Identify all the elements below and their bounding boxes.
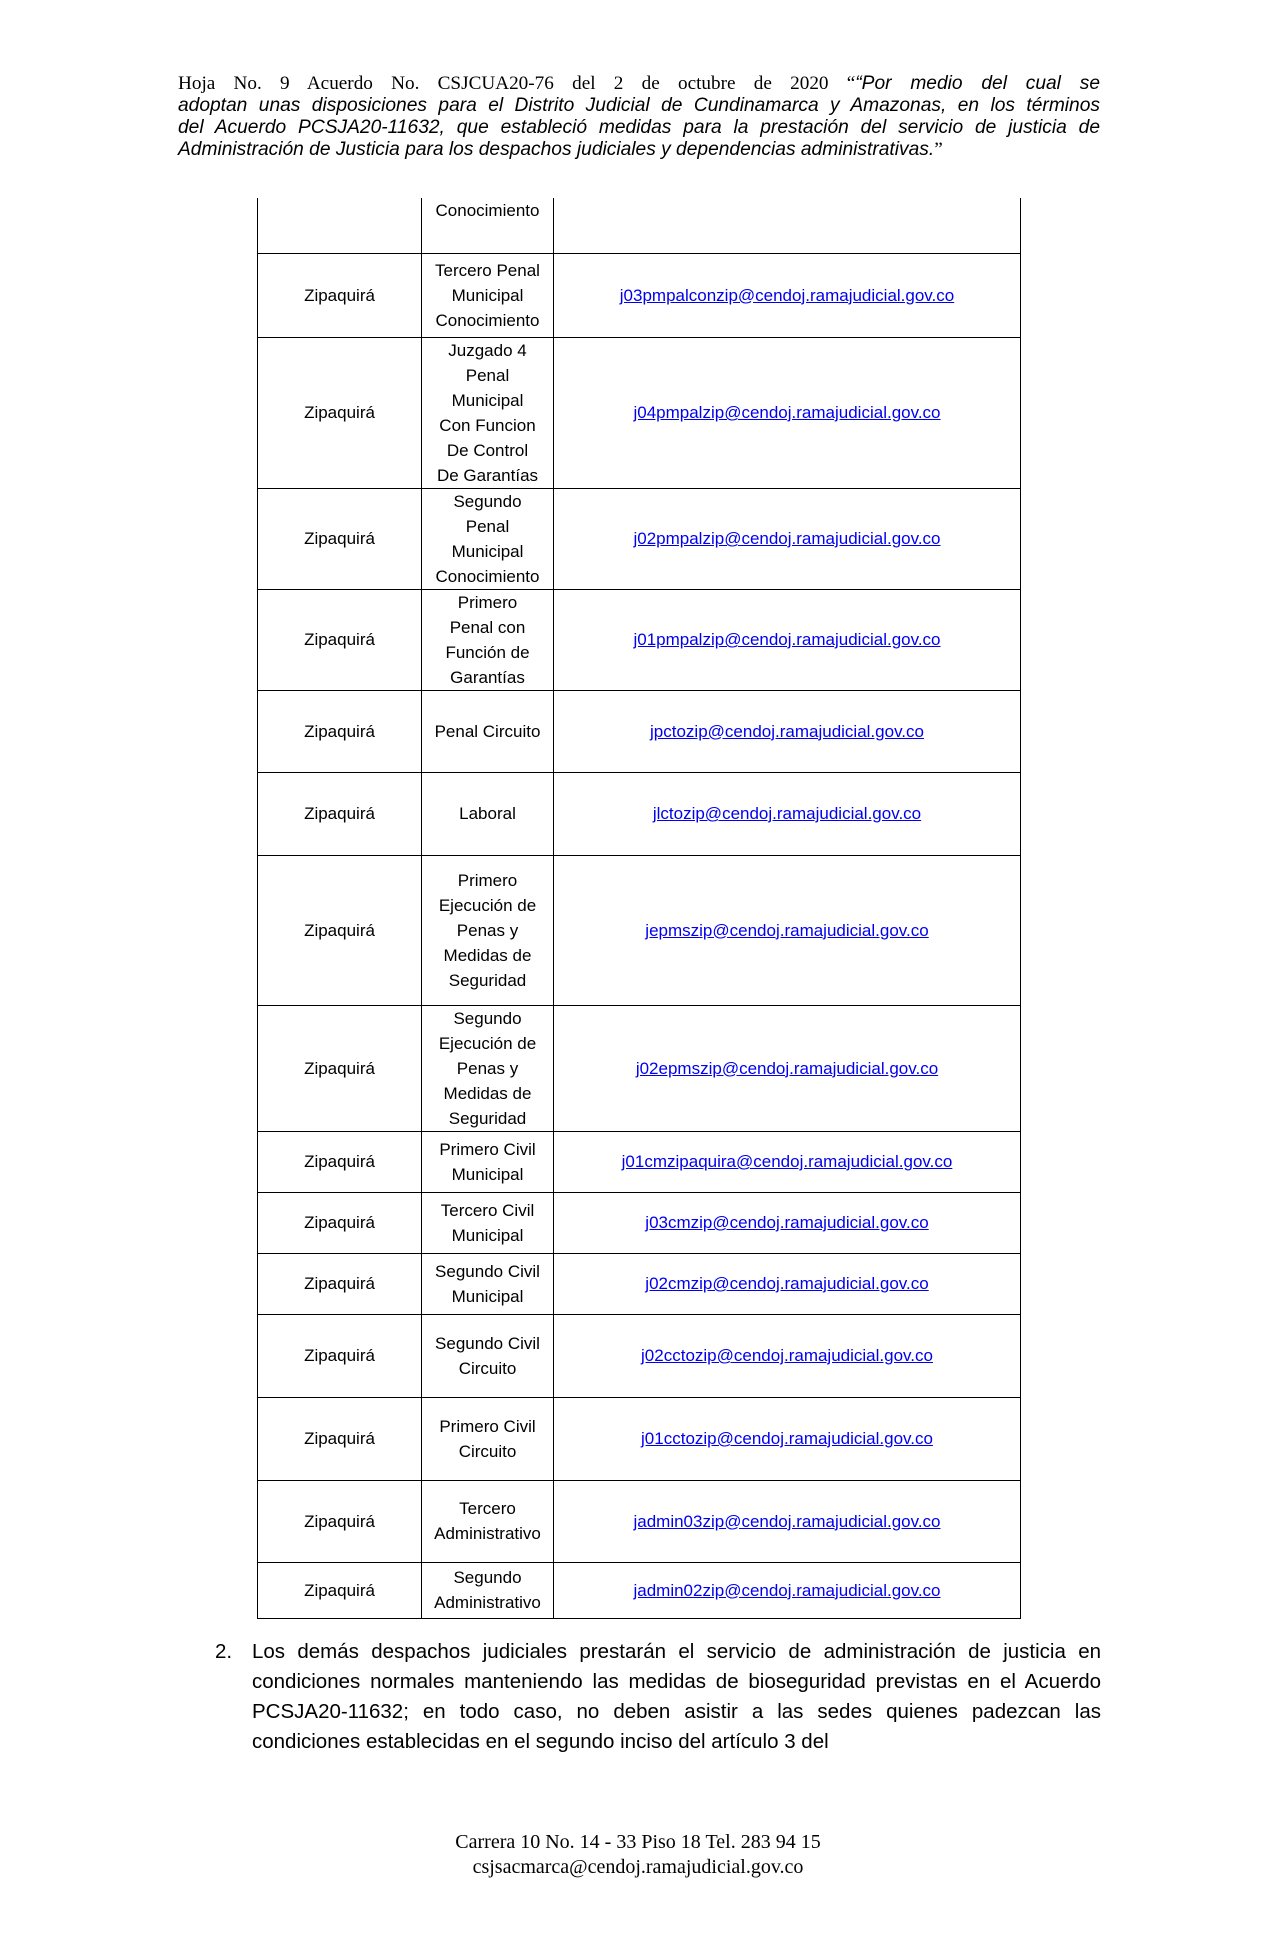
page-header (178, 73, 1100, 161)
table-row (258, 589, 1021, 690)
email-link[interactable]: jadmin02zip@cendoj.ramajudicial.gov.co (633, 1580, 941, 1600)
header-line (178, 117, 1100, 139)
court-name-line: Segundo (453, 491, 522, 511)
court-name-line: De Control (446, 440, 529, 460)
city-cell: Zipaquirá (258, 1480, 422, 1562)
court-name-line: Seguridad (448, 970, 527, 990)
email-cell (554, 488, 1021, 589)
court-cell (422, 488, 554, 589)
email-link[interactable]: j02cmzip@cendoj.ramajudicial.gov.co (645, 1274, 929, 1293)
courts-table (257, 198, 1021, 1619)
footer-address: Carrera 10 No. 14 - 33 Piso 18 Tel. 283 94 15 (455, 1831, 821, 1853)
city-cell: Zipaquirá (258, 589, 422, 690)
court-name-line: Municipal (451, 1225, 524, 1245)
court-name-line: Penal Circuito (434, 721, 541, 741)
court-cell (422, 337, 554, 488)
table-row (258, 1562, 1021, 1618)
court-name-line: Conocimiento (435, 566, 540, 586)
court-name-line: Municipal (451, 1164, 524, 1184)
city-cell: Zipaquirá (258, 1253, 422, 1314)
email-link[interactable]: j02pmpalzip@cendoj.ramajudicial.gov.co (633, 529, 941, 548)
court-name-line: De Garantías (436, 465, 539, 485)
court-cell (422, 1562, 554, 1618)
email-cell (554, 1253, 1021, 1314)
header-line (178, 73, 1100, 95)
court-name-line: Función de (445, 642, 530, 662)
court-name-line: Penal (465, 516, 510, 536)
court-name-line: Municipal (451, 390, 524, 410)
email-cell (554, 1005, 1021, 1131)
city-cell: Zipaquirá (258, 1005, 422, 1131)
table-row (258, 198, 1021, 253)
email-cell (554, 690, 1021, 772)
city-cell: Zipaquirá (258, 488, 422, 589)
email-link[interactable]: j02epmszip@cendoj.ramajudicial.gov.co (635, 1058, 939, 1078)
court-cell (422, 772, 554, 855)
footer-email: csjsacmarca@cendoj.ramajudicial.gov.co (472, 1856, 804, 1878)
email-link[interactable]: j03cmzip@cendoj.ramajudicial.gov.co (645, 1213, 929, 1232)
email-cell (554, 1192, 1021, 1253)
city-cell: Zipaquirá (258, 1192, 422, 1253)
paragraph-number: 2. (215, 1640, 233, 1663)
city-cell: Zipaquirá (258, 855, 422, 1005)
court-name-line: Garantías (450, 667, 525, 687)
email-cell (554, 1131, 1021, 1192)
email-cell (554, 198, 1021, 253)
table-row (258, 855, 1021, 1005)
court-cell (422, 1480, 554, 1562)
court-cell (422, 1131, 554, 1192)
email-link[interactable]: jlctozip@cendoj.ramajudicial.gov.co (652, 804, 922, 823)
court-name-line: Primero (457, 870, 518, 890)
email-link[interactable]: jepmszip@cendoj.ramajudicial.gov.co (645, 920, 929, 940)
email-cell (554, 855, 1021, 1005)
email-cell (554, 253, 1021, 337)
page-footer (0, 1830, 1276, 1880)
email-link[interactable]: jpctozip@cendoj.ramajudicial.gov.co (650, 721, 924, 741)
header-line (178, 139, 1100, 161)
court-cell (422, 855, 554, 1005)
city-cell: Zipaquirá (258, 1131, 422, 1192)
email-cell (554, 1314, 1021, 1397)
table-row (258, 1131, 1021, 1192)
court-name-line: Municipal (451, 541, 524, 561)
city-cell: Zipaquirá (258, 1562, 422, 1618)
court-name-line: Penal con (449, 617, 526, 637)
table-row (258, 1397, 1021, 1480)
header-title-fragment: adoptan unas disposiciones para el Distrito Judicial de Cundinamarca y Amazonas, en los términos (178, 95, 1100, 116)
table-row (258, 1253, 1021, 1314)
paragraph-text: Los demás despachos judiciales prestarán el servicio de administración de justicia en condiciones normales manteniendo las medidas de bioseguridad previstas en el Acuerdo PCSJA20-11632; en todo caso, no deben asistir a las sedes quienes padezcan las condiciones establecidas en el segundo inciso del artículo 3 del (252, 1640, 1101, 1753)
court-name-line: Conocimiento (435, 201, 540, 220)
court-name-line: Juzgado 4 (448, 340, 527, 360)
court-name-line: Primero (457, 592, 518, 612)
court-name-line: Medidas de (443, 1083, 532, 1103)
court-name-line: Con Funcion (439, 415, 536, 435)
court-name-line: Laboral (459, 804, 516, 823)
court-cell (422, 690, 554, 772)
email-link[interactable]: j04pmpalzip@cendoj.ramajudicial.gov.co (633, 403, 941, 422)
court-cell (422, 589, 554, 690)
court-name-line: Primero Civil (439, 1416, 536, 1436)
city-cell: Zipaquirá (258, 253, 422, 337)
header-title-fragment: “Por medio del cual se (855, 73, 1100, 94)
court-name-line: Tercero Civil (440, 1200, 535, 1220)
court-name-line: Conocimiento (435, 310, 540, 330)
email-cell (554, 1480, 1021, 1562)
table-row (258, 1314, 1021, 1397)
court-name-line: Segundo (453, 1008, 522, 1028)
city-cell: Zipaquirá (258, 1397, 422, 1480)
table-row (258, 690, 1021, 772)
table-row (258, 253, 1021, 337)
court-name-line: Penas y (456, 1058, 519, 1078)
court-cell (422, 253, 554, 337)
table-row (258, 1192, 1021, 1253)
court-cell (422, 1397, 554, 1480)
table-row (258, 1005, 1021, 1131)
court-name-line: Circuito (458, 1358, 517, 1378)
city-cell: Zipaquirá (258, 337, 422, 488)
table-row (258, 488, 1021, 589)
header-closing-quote: ” (934, 139, 943, 160)
court-name-line: Administrativo (434, 1524, 541, 1543)
header-title-fragment: del Acuerdo PCSJA20-11632, que estableció medidas para la prestación del servicio de justicia de (178, 117, 1100, 138)
court-cell (422, 1253, 554, 1314)
court-name-line: Medidas de (443, 945, 532, 965)
email-link[interactable]: j03pmpalconzip@cendoj.ramajudicial.gov.co (619, 285, 955, 305)
header-title-fragment: Administración de Justicia para los despachos judiciales y dependencias administrativas. (178, 139, 935, 160)
table-row (258, 1480, 1021, 1562)
email-cell (554, 589, 1021, 690)
email-cell (554, 1397, 1021, 1480)
email-link[interactable]: j02cctozip@cendoj.ramajudicial.gov.co (641, 1346, 933, 1365)
email-link[interactable]: j01cctozip@cendoj.ramajudicial.gov.co (641, 1429, 933, 1448)
court-cell (422, 1005, 554, 1131)
court-name-line: Tercero Penal (435, 260, 540, 280)
city-cell (258, 198, 422, 253)
email-cell (554, 1562, 1021, 1618)
city-cell: Zipaquirá (258, 690, 422, 772)
court-name-line: Administrativo (434, 1593, 541, 1612)
court-cell (422, 198, 554, 253)
header-reference: Hoja No. 9 Acuerdo No. CSJCUA20-76 del 2 de octubre de 2020 “ (178, 73, 856, 94)
court-name-line: Seguridad (448, 1108, 527, 1128)
email-link[interactable]: j01pmpalzip@cendoj.ramajudicial.gov.co (633, 630, 941, 649)
court-name-line: Penal (465, 365, 510, 385)
court-name-line: Ejecución de (438, 1033, 537, 1053)
court-name-line: Primero Civil (439, 1139, 536, 1159)
city-cell: Zipaquirá (258, 772, 422, 855)
city-cell: Zipaquirá (258, 1314, 422, 1397)
header-line (178, 95, 1100, 117)
court-name-line: Segundo Civil (435, 1261, 540, 1281)
court-name-line: Penas y (456, 920, 519, 940)
email-link[interactable]: jadmin03zip@cendoj.ramajudicial.gov.co (633, 1511, 941, 1531)
court-cell (422, 1192, 554, 1253)
court-name-line: Segundo Civil (435, 1333, 540, 1353)
court-name-line: Segundo (453, 1568, 522, 1587)
court-name-line: Municipal (451, 1286, 524, 1306)
courts-table-body (258, 198, 1021, 1618)
court-name-line: Municipal (451, 285, 524, 305)
email-cell (554, 772, 1021, 855)
court-name-line: Tercero (459, 1499, 516, 1518)
court-name-line: Circuito (458, 1441, 517, 1461)
email-cell (554, 337, 1021, 488)
table-row (258, 772, 1021, 855)
table-row (258, 337, 1021, 488)
court-cell (422, 1314, 554, 1397)
email-link[interactable]: j01cmzipaquira@cendoj.ramajudicial.gov.co (621, 1152, 953, 1171)
court-name-line: Ejecución de (438, 895, 537, 915)
